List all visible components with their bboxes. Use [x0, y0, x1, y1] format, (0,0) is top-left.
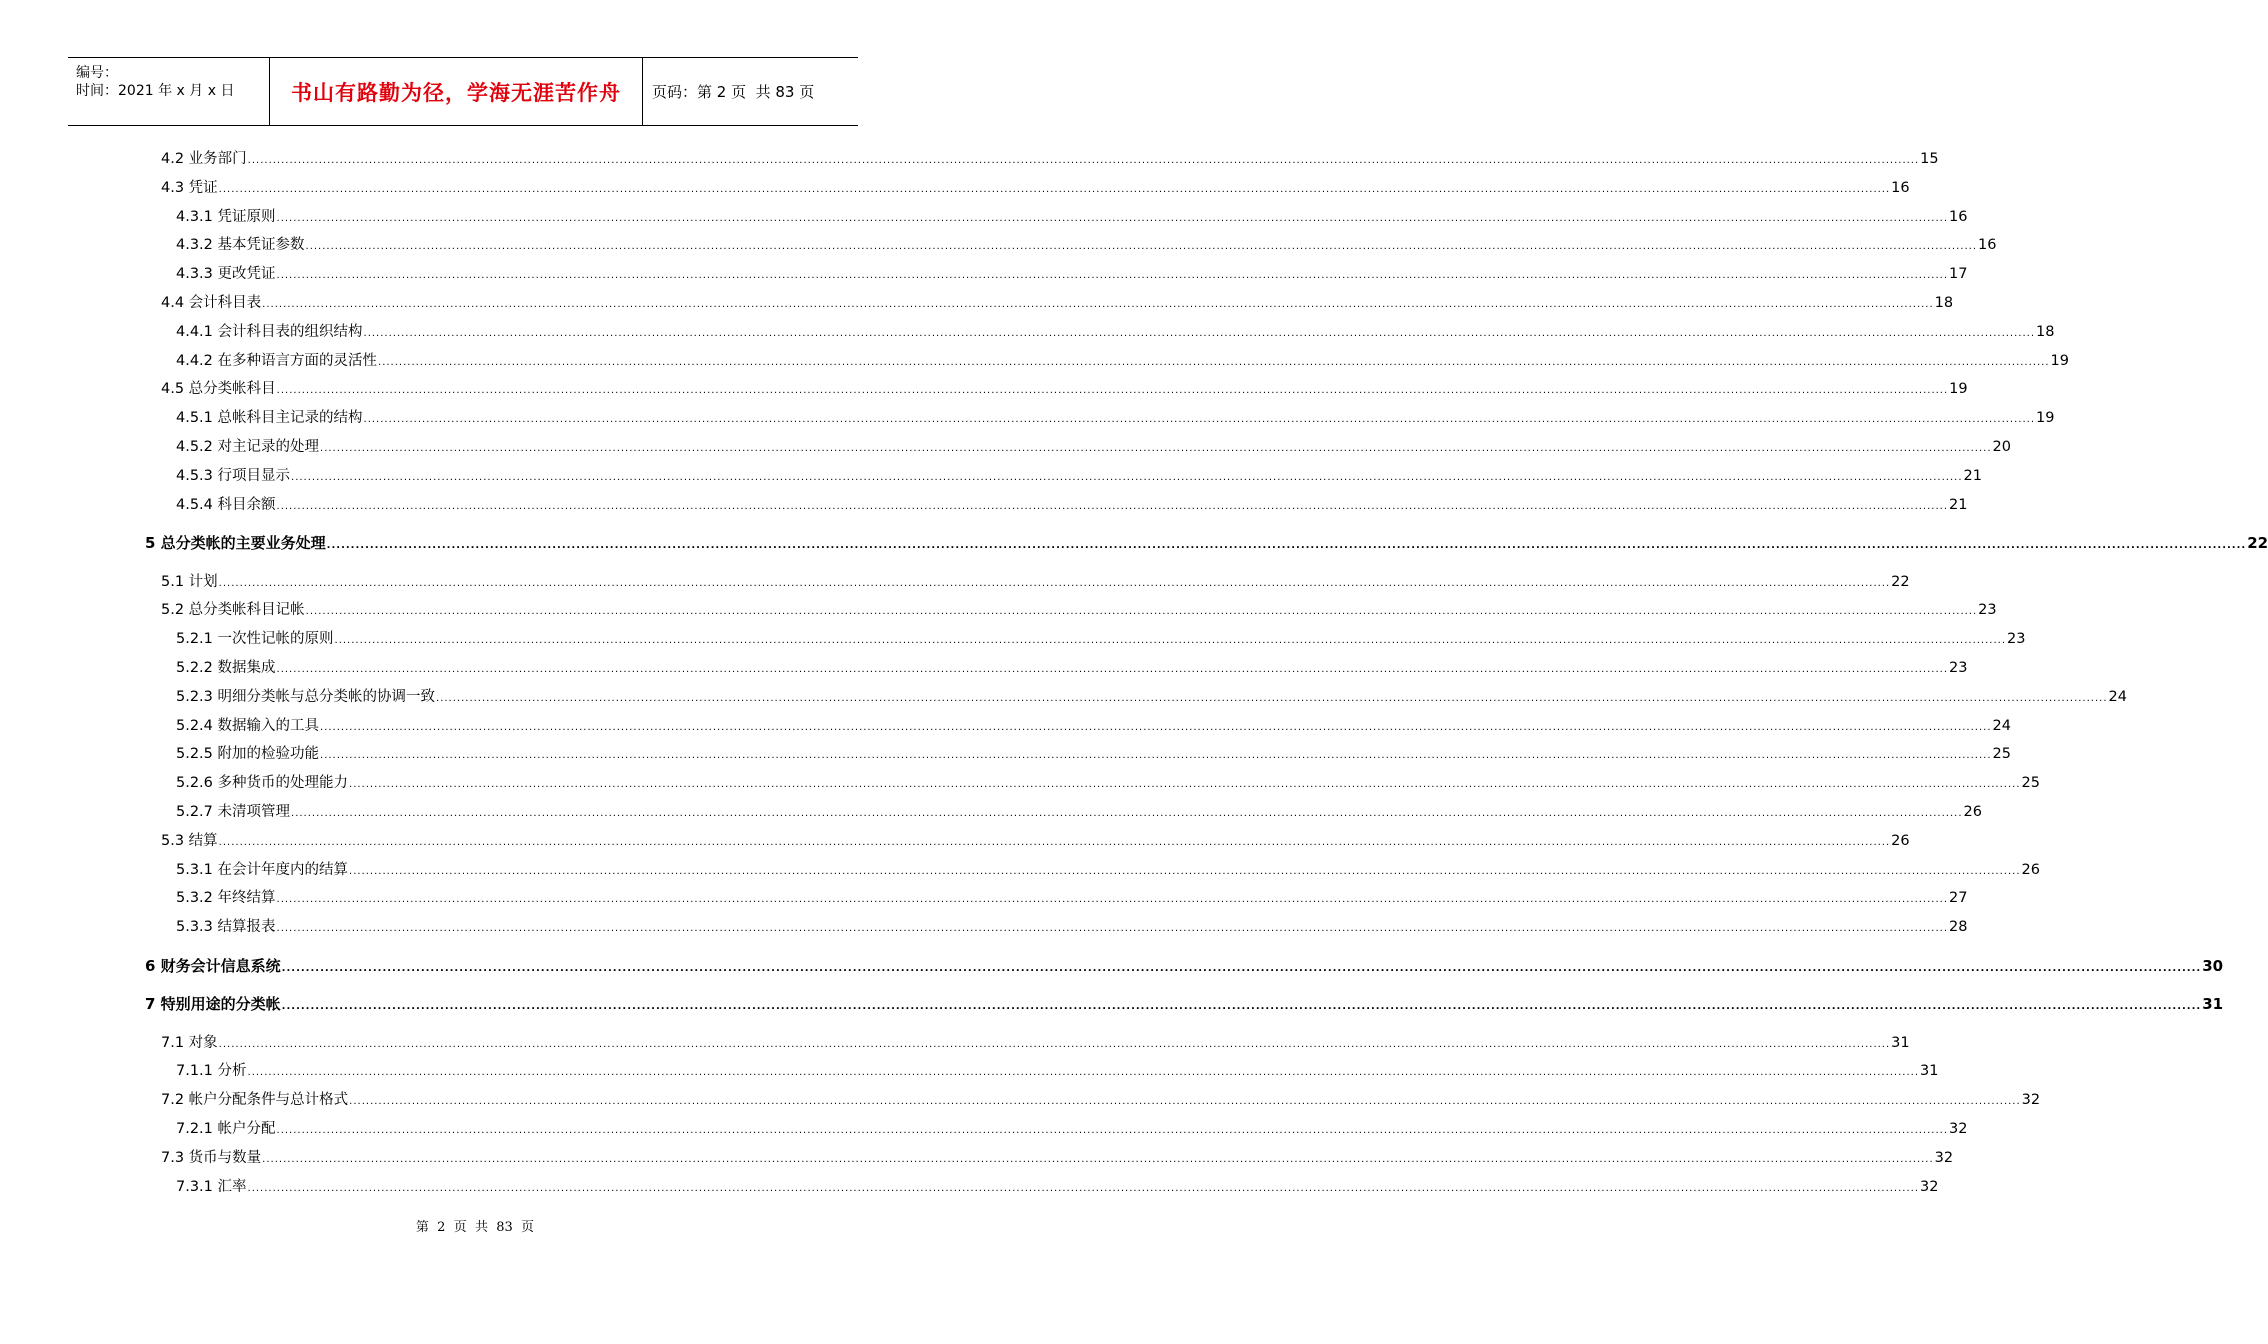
- toc-entry-title: 5.2.6 多种货币的处理能力: [176, 775, 349, 791]
- toc-entry[interactable]: [176, 687, 2127, 707]
- toc-leader-dots: ................................................................................................................................................................................................................................................................................................................................................................................................................: [334, 635, 2006, 646]
- toc-entry-title: 5.2.5 附加的检验功能: [176, 746, 320, 762]
- header-page-info: 页码：第 2 页 共 83 页: [652, 83, 815, 101]
- toc-leader-dots: ................................................................................................................................................................................................................................................................................................................................................................................................................: [218, 837, 1891, 848]
- toc-leader-dots: ................................................................................................................................................................................................................................................................................................................................................................................................................: [218, 1039, 1891, 1050]
- toc-entry[interactable]: [161, 178, 1910, 198]
- toc-entry-page: 32: [2021, 1092, 2041, 1108]
- toc-entry-page: 16: [1978, 237, 1997, 253]
- toc-leader-dots: ................................................................................................................................................................................................................................................................................................................................................................................................................: [276, 213, 1948, 224]
- toc-entry-title: 7.2 帐户分配条件与总计格式: [161, 1092, 349, 1108]
- toc-leader-dots: ................................................................................................................................................................................................................................................................................................................................................................................................................: [291, 472, 1963, 483]
- toc-leader-dots: ................................................................................................................................................................................................................................................................................................................................................................................................................: [218, 184, 1891, 195]
- toc-entry-title: 5.2.4 数据输入的工具: [176, 718, 320, 734]
- toc-entry-title: 4.4 会计科目表: [161, 295, 262, 311]
- toc-leader-dots: ................................................................................................................................................................................................................................................................................................................................................................................................................: [281, 1001, 2202, 1012]
- toc-entry[interactable]: [145, 994, 2224, 1014]
- toc-entry-page: 31: [1891, 1035, 1910, 1051]
- toc-entry-page: 21: [1949, 497, 1968, 513]
- toc-entry-page: 32: [1920, 1179, 1939, 1195]
- toc-entry-page: 23: [1978, 602, 1997, 618]
- toc-entry-page: 30: [2202, 957, 2224, 975]
- toc-entry[interactable]: [176, 207, 1968, 227]
- toc-entry[interactable]: [176, 773, 2040, 793]
- toc-entry-page: 15: [1920, 151, 1939, 167]
- toc-entry-page: 24: [2108, 689, 2127, 705]
- toc-leader-dots: ................................................................................................................................................................................................................................................................................................................................................................................................................: [276, 664, 1948, 675]
- toc-entry-title: 4.5 总分类帐科目: [161, 381, 276, 397]
- toc-entry-title: 5.1 计划: [161, 574, 218, 590]
- toc-entry[interactable]: [176, 235, 1997, 255]
- toc-entry-title: 5.2.7 未清项管理: [176, 804, 291, 820]
- toc-entry[interactable]: [145, 956, 2224, 976]
- toc-entry-page: 28: [1949, 919, 1968, 935]
- toc-leader-dots: ................................................................................................................................................................................................................................................................................................................................................................................................................: [320, 750, 1992, 761]
- toc-leader-dots: ................................................................................................................................................................................................................................................................................................................................................................................................................: [218, 578, 1891, 589]
- toc-leader-dots: ................................................................................................................................................................................................................................................................................................................................................................................................................: [247, 155, 1920, 166]
- toc-leader-dots: ................................................................................................................................................................................................................................................................................................................................................................................................................: [247, 1183, 1919, 1194]
- toc-entry[interactable]: [176, 264, 1968, 284]
- toc-entry-title: 4.4.1 会计科目表的组织结构: [176, 324, 363, 340]
- toc-entry[interactable]: [161, 1090, 2041, 1110]
- toc-entry-page: 20: [1992, 439, 2011, 455]
- toc-entry-page: 26: [1891, 833, 1910, 849]
- toc-entry-title: 7 特别用途的分类帐: [145, 995, 281, 1013]
- toc-entry-title: 5 总分类帐的主要业务处理: [145, 534, 326, 552]
- toc-entry-page: 32: [1949, 1121, 1968, 1137]
- toc-leader-dots: ................................................................................................................................................................................................................................................................................................................................................................................................................: [276, 894, 1948, 905]
- toc-leader-dots: ................................................................................................................................................................................................................................................................................................................................................................................................................: [436, 693, 2108, 704]
- toc-entry[interactable]: [176, 408, 2055, 428]
- toc-entry[interactable]: [176, 629, 2026, 649]
- toc-entry[interactable]: [176, 437, 2011, 457]
- toc-entry[interactable]: [161, 379, 1968, 399]
- toc-leader-dots: ................................................................................................................................................................................................................................................................................................................................................................................................................: [276, 385, 1949, 396]
- toc-entry-title: 5.2.1 一次性记帐的原则: [176, 631, 334, 647]
- toc-leader-dots: ................................................................................................................................................................................................................................................................................................................................................................................................................: [262, 1154, 1934, 1165]
- toc-leader-dots: ................................................................................................................................................................................................................................................................................................................................................................................................................: [276, 923, 1948, 934]
- toc-entry-page: 18: [2036, 324, 2055, 340]
- toc-entry-page: 21: [1963, 468, 1982, 484]
- toc-entry-page: 26: [2021, 862, 2040, 878]
- toc-entry-title: 4.4.2 在多种语言方面的灵活性: [176, 353, 378, 369]
- document-time-label: 时间：2021 年 x 月 x 日: [76, 83, 235, 99]
- toc-leader-dots: ................................................................................................................................................................................................................................................................................................................................................................................................................: [291, 808, 1963, 819]
- toc-entry[interactable]: [145, 533, 2268, 553]
- toc-entry[interactable]: [176, 888, 1968, 908]
- toc-entry-page: 31: [2202, 995, 2224, 1013]
- toc-entry[interactable]: [176, 495, 1968, 515]
- toc-entry[interactable]: [176, 1177, 1939, 1197]
- toc-entry-title: 4.5.1 总帐科目主记录的结构: [176, 410, 363, 426]
- toc-entry[interactable]: [161, 1033, 1910, 1053]
- toc-leader-dots: ................................................................................................................................................................................................................................................................................................................................................................................................................: [349, 866, 2021, 877]
- toc-entry-title: 5.3.3 结算报表: [176, 919, 276, 935]
- toc-entry-page: 24: [1992, 718, 2011, 734]
- toc-entry[interactable]: [176, 860, 2040, 880]
- toc-entry-title: 4.5.3 行项目显示: [176, 468, 291, 484]
- toc-leader-dots: ................................................................................................................................................................................................................................................................................................................................................................................................................: [363, 328, 2035, 339]
- toc-entry-title: 5.2 总分类帐科目记帐: [161, 602, 305, 618]
- toc-entry[interactable]: [176, 658, 1968, 678]
- toc-leader-dots: ................................................................................................................................................................................................................................................................................................................................................................................................................: [326, 540, 2247, 551]
- toc-entry-page: 19: [1949, 381, 1968, 397]
- toc-entry-title: 5.3 结算: [161, 833, 218, 849]
- toc-entry-title: 7.1 对象: [161, 1035, 218, 1051]
- toc-entry-page: 25: [2021, 775, 2040, 791]
- toc-leader-dots: ................................................................................................................................................................................................................................................................................................................................................................................................................: [363, 414, 2035, 425]
- toc-entry[interactable]: [176, 322, 2055, 342]
- toc-entry[interactable]: [176, 917, 1968, 937]
- toc-leader-dots: ................................................................................................................................................................................................................................................................................................................................................................................................................: [276, 501, 1948, 512]
- toc-leader-dots: ................................................................................................................................................................................................................................................................................................................................................................................................................: [262, 299, 1934, 310]
- toc-leader-dots: ................................................................................................................................................................................................................................................................................................................................................................................................................: [281, 963, 2202, 974]
- toc-entry-page: 32: [1934, 1150, 1954, 1166]
- toc-entry-page: 22: [2247, 534, 2268, 552]
- toc-entry-page: 22: [1891, 574, 1910, 590]
- toc-entry-title: 4.3 凭证: [161, 180, 218, 196]
- toc-leader-dots: ................................................................................................................................................................................................................................................................................................................................................................................................................: [378, 357, 2050, 368]
- toc-entry[interactable]: [161, 600, 1997, 620]
- toc-entry-title: 4.5.2 对主记录的处理: [176, 439, 320, 455]
- toc-entry-page: 19: [2036, 410, 2055, 426]
- toc-entry[interactable]: [176, 1061, 1939, 1081]
- toc-entry[interactable]: [176, 466, 1982, 486]
- toc-entry-page: 23: [2007, 631, 2026, 647]
- toc-leader-dots: ................................................................................................................................................................................................................................................................................................................................................................................................................: [349, 779, 2021, 790]
- toc-entry-page: 17: [1949, 266, 1968, 282]
- toc-entry-title: 4.3.1 凭证原则: [176, 209, 276, 225]
- document-number-label: 编号：: [76, 65, 118, 81]
- toc-entry-title: 5.2.3 明细分类帐与总分类帐的协调一致: [176, 689, 436, 705]
- toc-entry-title: 7.2.1 帐户分配: [176, 1121, 276, 1137]
- toc-entry-page: 23: [1949, 660, 1968, 676]
- toc-entry-title: 5.2.2 数据集成: [176, 660, 276, 676]
- toc-entry[interactable]: [176, 1119, 1968, 1139]
- toc-entry-page: 16: [1949, 209, 1968, 225]
- toc-leader-dots: ................................................................................................................................................................................................................................................................................................................................................................................................................: [305, 241, 1977, 252]
- toc-entry[interactable]: [176, 716, 2011, 736]
- toc-entry[interactable]: [176, 802, 1982, 822]
- toc-entry-page: 27: [1949, 890, 1968, 906]
- toc-leader-dots: ................................................................................................................................................................................................................................................................................................................................................................................................................: [349, 1096, 2021, 1107]
- toc-entry-page: 19: [2050, 353, 2069, 369]
- toc-entry[interactable]: [161, 572, 1910, 592]
- toc-entry-page: 26: [1963, 804, 1982, 820]
- toc-entry-title: 4.2 业务部门: [161, 151, 247, 167]
- page-footer: 第 2 页 共 83 页: [415, 1220, 535, 1235]
- toc-entry-page: 31: [1920, 1063, 1939, 1079]
- toc-entry-title: 5.3.1 在会计年度内的结算: [176, 862, 349, 878]
- toc-leader-dots: ................................................................................................................................................................................................................................................................................................................................................................................................................: [276, 1125, 1948, 1136]
- toc-entry-title: 7.3 货币与数量: [161, 1150, 262, 1166]
- header-motto: 书山有路勤为径，学海无涯苦作舟: [291, 79, 621, 105]
- toc-entry-title: 4.5.4 科目余额: [176, 497, 276, 513]
- toc-leader-dots: ................................................................................................................................................................................................................................................................................................................................................................................................................: [305, 606, 1978, 617]
- toc-leader-dots: ................................................................................................................................................................................................................................................................................................................................................................................................................: [247, 1067, 1919, 1078]
- toc-entry-title: 7.1.1 分析: [176, 1063, 247, 1079]
- toc-leader-dots: ................................................................................................................................................................................................................................................................................................................................................................................................................: [320, 443, 1992, 454]
- toc-entry-title: 4.3.3 更改凭证: [176, 266, 276, 282]
- toc-entry-page: 25: [1992, 746, 2011, 762]
- toc-entry-page: 16: [1891, 180, 1910, 196]
- toc-entry[interactable]: [161, 1148, 1954, 1168]
- toc-entry[interactable]: [161, 293, 1954, 313]
- toc-entry-title: 4.3.2 基本凭证参数: [176, 237, 305, 253]
- toc-entry-page: 18: [1934, 295, 1954, 311]
- toc-entry[interactable]: [161, 149, 1939, 169]
- toc-entry[interactable]: [176, 351, 2069, 371]
- toc-leader-dots: ................................................................................................................................................................................................................................................................................................................................................................................................................: [276, 270, 1948, 281]
- toc-entry-title: 7.3.1 汇率: [176, 1179, 247, 1195]
- toc-entry[interactable]: [176, 744, 2011, 764]
- toc-entry[interactable]: [161, 831, 1910, 851]
- toc-entry-title: 5.3.2 年终结算: [176, 890, 276, 906]
- toc-entry-title: 6 财务会计信息系统: [145, 957, 281, 975]
- toc-leader-dots: ................................................................................................................................................................................................................................................................................................................................................................................................................: [320, 722, 1992, 733]
